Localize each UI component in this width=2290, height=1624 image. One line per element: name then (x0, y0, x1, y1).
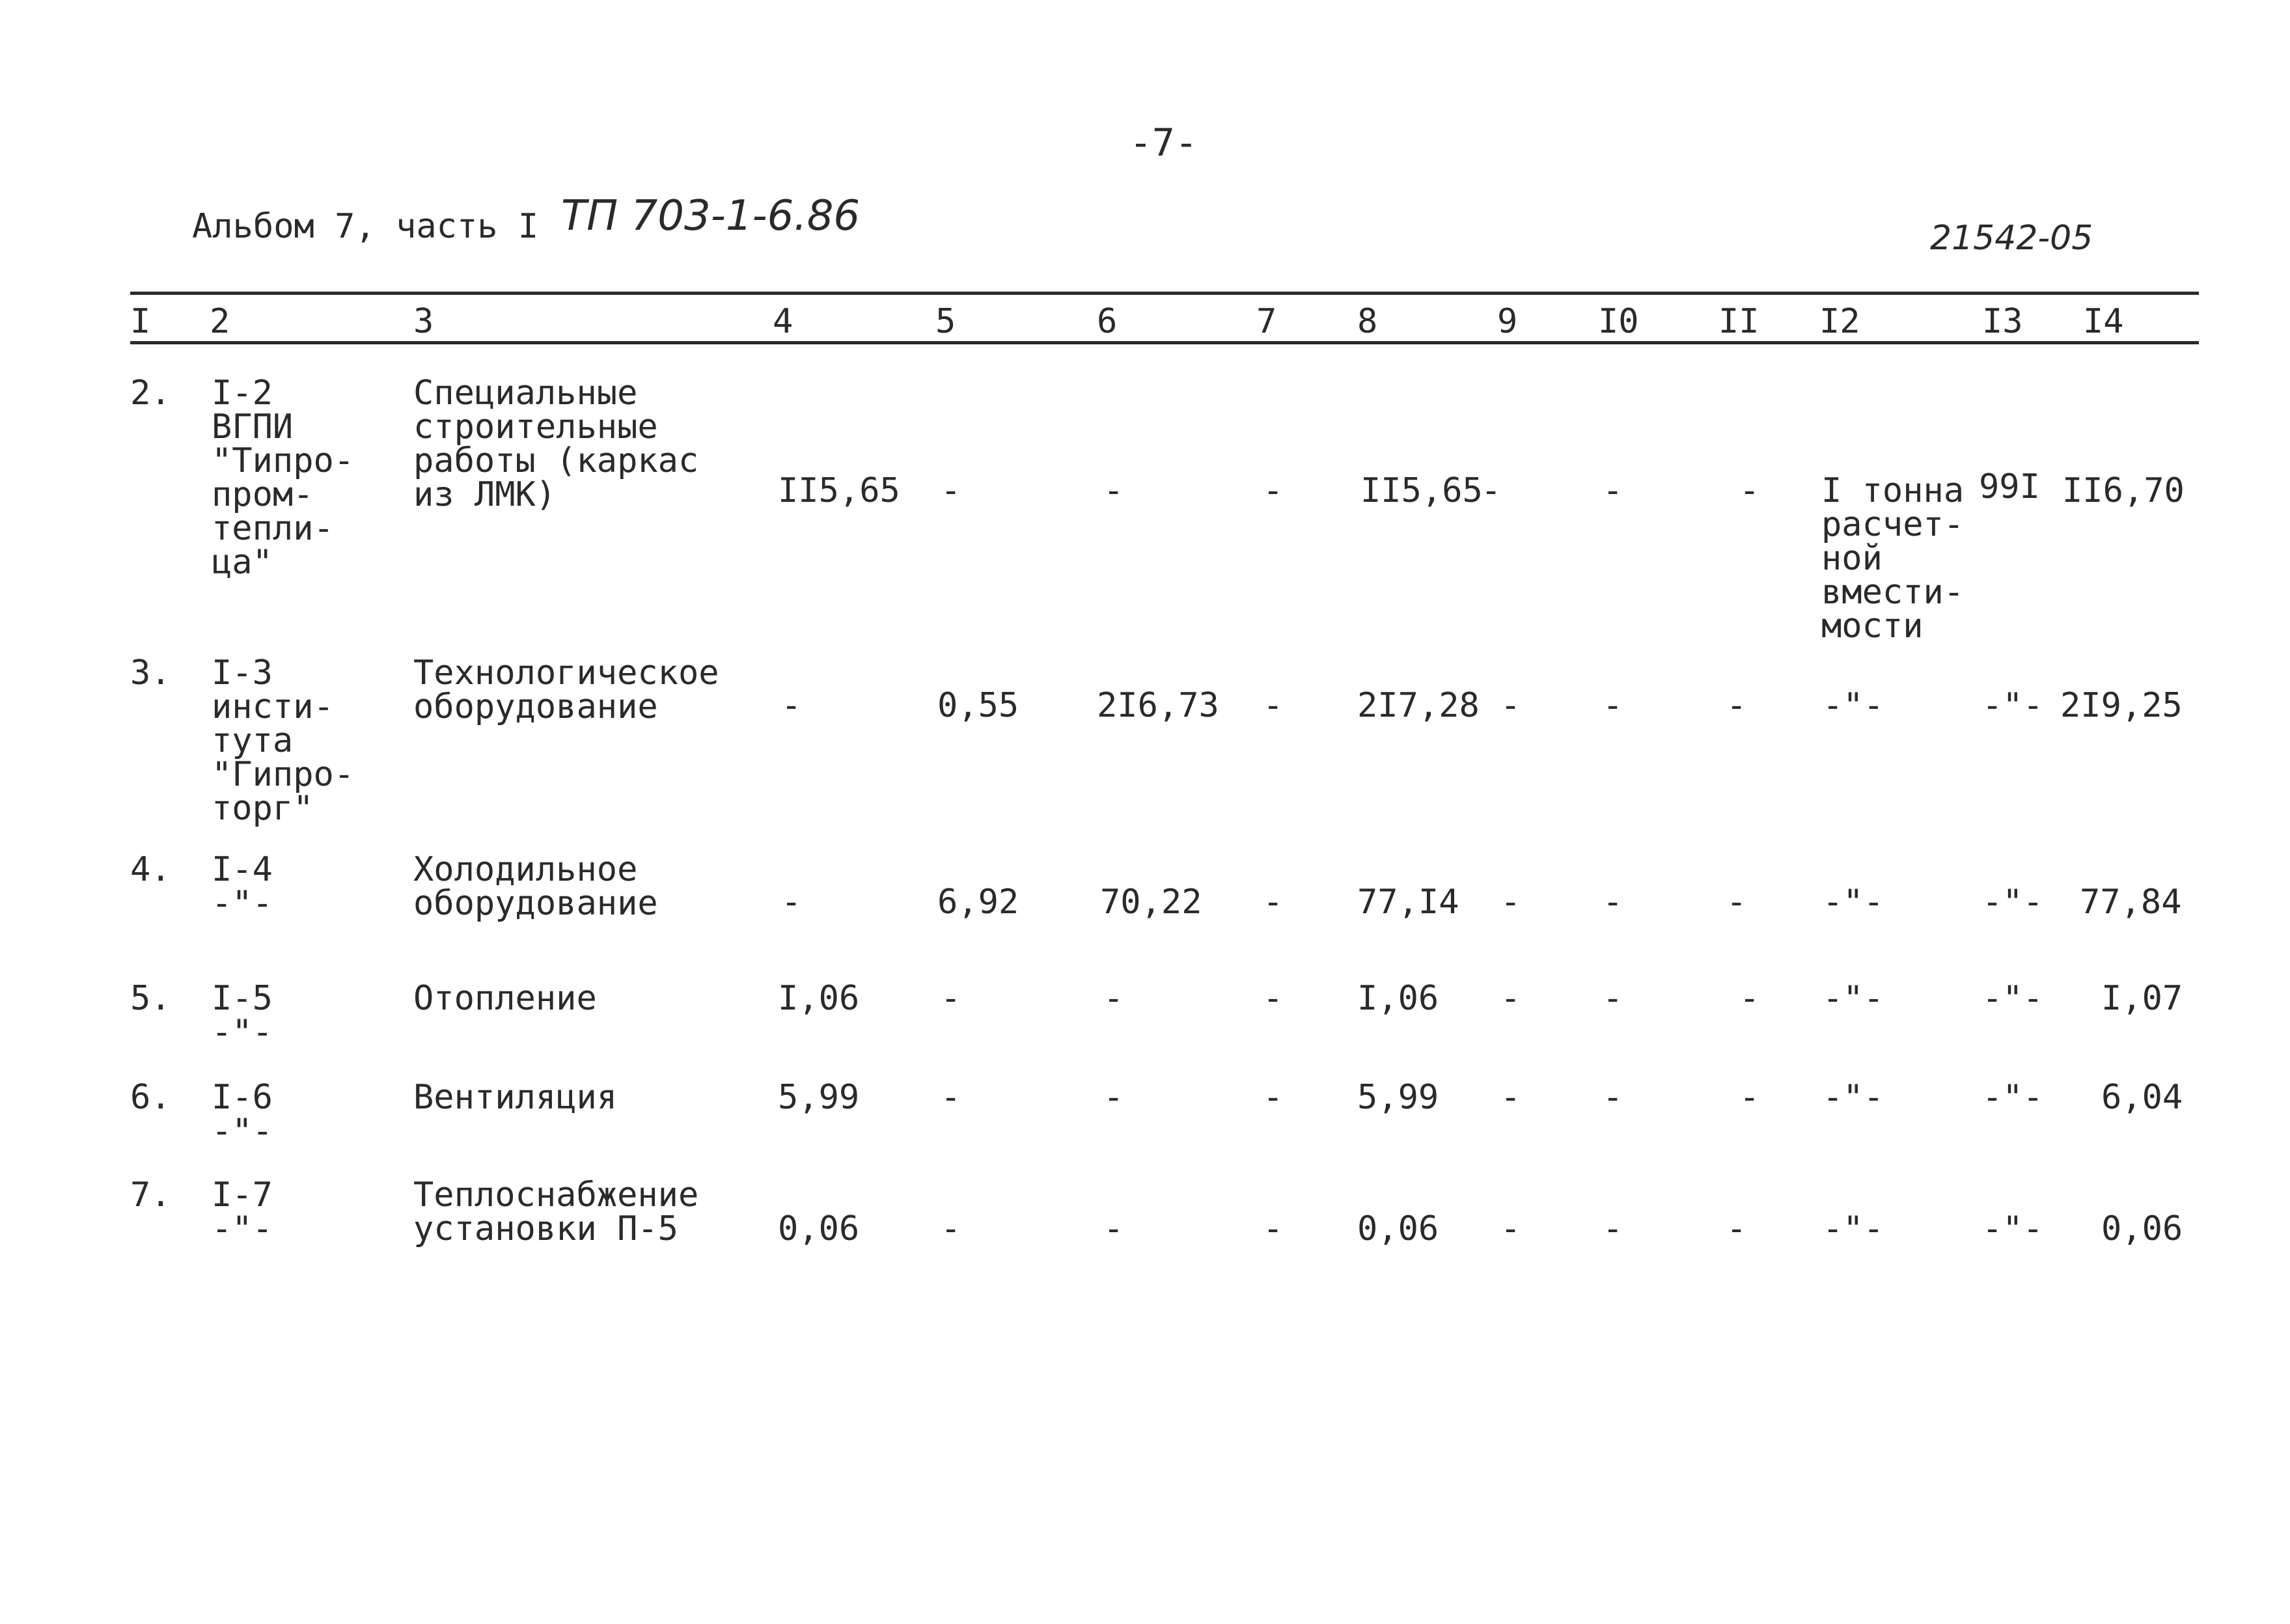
cell-col-13: -"- (1982, 1209, 2043, 1248)
cell-col-4: - (781, 686, 802, 725)
column-header-3: 3 (413, 302, 434, 341)
cell-col-8: 2I7,28 (1357, 686, 1480, 725)
cell-col-10: - (1603, 979, 1623, 1018)
cell-col-10: - (1603, 471, 1623, 510)
cell-col-5: - (941, 979, 961, 1018)
cell-col-6: 70,22 (1100, 883, 1202, 922)
column-header-13: I3 (1982, 302, 2023, 341)
column-header-10: I0 (1598, 302, 1639, 341)
cell-col-11: - (1739, 471, 1760, 510)
row-source: I-6 -"- (212, 1078, 273, 1151)
row-source: I-3 инсти- тута "Гипро- торг" (212, 654, 355, 828)
cell-col-6: - (1103, 1078, 1124, 1117)
column-header-12: I2 (1819, 302, 1860, 341)
cell-col-5: - (941, 1209, 961, 1248)
column-header-8: 8 (1357, 302, 1378, 341)
row-work-name: Специальные строительные работы (каркас из ЛМК) (413, 374, 699, 514)
cell-col-6: 2I6,73 (1097, 686, 1219, 725)
cell-col-4: I,06 (778, 979, 860, 1018)
cell-col-11: - (1739, 1078, 1760, 1117)
cell-col-9: - (1481, 471, 1502, 510)
cell-col-14: 0,06 (2101, 1209, 2183, 1248)
column-header-5: 5 (935, 302, 956, 341)
cell-col-10: - (1603, 686, 1623, 725)
cell-col-14: 77,84 (2080, 883, 2182, 922)
stamp-number: 21542-05 (1930, 219, 2093, 258)
column-header-14: I4 (2083, 302, 2124, 341)
cell-col-14: 2I9,25 (2060, 686, 2183, 725)
cell-col-4: - (781, 883, 802, 922)
cell-col-9: - (1500, 1209, 1521, 1248)
cell-col-14: II6,70 (2062, 471, 2185, 510)
cell-col-6: - (1103, 1209, 1124, 1248)
column-header-1: I (130, 302, 151, 341)
cell-col-12: -"- (1823, 883, 1884, 922)
row-number: 6. (130, 1078, 171, 1117)
row-number: 4. (130, 850, 171, 889)
table-top-rule (130, 292, 2199, 295)
row-work-name: Теплоснабжение установки П-5 (413, 1176, 699, 1248)
cell-col-11: - (1739, 979, 1760, 1018)
cell-col-14: 6,04 (2101, 1078, 2183, 1117)
column-header-7: 7 (1256, 302, 1277, 341)
cell-col-9: - (1500, 883, 1521, 922)
column-header-9: 9 (1497, 302, 1518, 341)
cell-col-8: 0,06 (1357, 1209, 1439, 1248)
page-number: -7- (1129, 120, 1198, 165)
cell-col-7: - (1263, 1209, 1284, 1248)
cell-col-5: - (941, 1078, 961, 1117)
cell-col-13: -"- (1982, 979, 2043, 1018)
row-number: 7. (130, 1176, 171, 1215)
row-source: I-5 -"- (212, 979, 273, 1052)
row-work-name: Холодильное оборудование (413, 850, 658, 923)
cell-col-6: - (1103, 979, 1124, 1018)
cell-col-4: 0,06 (778, 1209, 860, 1248)
cell-col-12: -"- (1823, 686, 1884, 725)
row-work-name: Технологическое оборудование (413, 654, 719, 726)
cell-col-12: -"- (1823, 979, 1884, 1018)
row-number: 2. (130, 374, 171, 413)
cell-col-13: 99I (1979, 467, 2040, 506)
cell-col-11: - (1726, 1209, 1747, 1248)
cell-col-6: - (1103, 471, 1124, 510)
row-work-name: Отопление (413, 979, 597, 1018)
cell-col-8: I,06 (1357, 979, 1439, 1018)
cell-col-8: II5,65 (1360, 471, 1483, 510)
cell-col-7: - (1263, 471, 1284, 510)
cell-col-7: - (1263, 686, 1284, 725)
cell-col-10: - (1603, 883, 1623, 922)
cell-col-4: 5,99 (778, 1078, 860, 1117)
column-header-6: 6 (1097, 302, 1118, 341)
cell-col-7: - (1263, 883, 1284, 922)
cell-col-11: - (1726, 883, 1747, 922)
cell-col-7: - (1263, 979, 1284, 1018)
cell-col-13: -"- (1982, 883, 2043, 922)
cell-col-10: - (1603, 1078, 1623, 1117)
cell-col-5: 6,92 (937, 883, 1019, 922)
cell-col-10: - (1603, 1209, 1623, 1248)
row-source: I-7 -"- (212, 1176, 273, 1248)
cell-col-11: - (1726, 686, 1747, 725)
column-header-2: 2 (210, 302, 230, 341)
cell-col-12: -"- (1823, 1209, 1884, 1248)
cell-col-13: -"- (1982, 1078, 2043, 1117)
cell-col-5: 0,55 (937, 686, 1019, 725)
row-number: 3. (130, 654, 171, 693)
cell-col-12: -"- (1823, 1078, 1884, 1117)
cell-col-4: II5,65 (778, 471, 900, 510)
row-source: I-4 -"- (212, 850, 273, 923)
cell-col-13: -"- (1982, 686, 2043, 725)
cell-col-7: - (1263, 1078, 1284, 1117)
column-header-4: 4 (773, 302, 793, 341)
album-line: Альбом 7, часть I (192, 207, 539, 246)
row-number: 5. (130, 979, 171, 1018)
cell-col-9: - (1500, 1078, 1521, 1117)
row-source: I-2 ВГПИ "Типро- пром- тепли- ца" (212, 374, 355, 582)
cell-col-8: 5,99 (1357, 1078, 1439, 1117)
cell-col-8: 77,I4 (1357, 883, 1459, 922)
cell-col-5: - (941, 471, 961, 510)
cell-col-9: - (1500, 686, 1521, 725)
header-bottom-rule (130, 341, 2199, 344)
column-header-11: II (1718, 302, 1759, 341)
project-code: ТП 703-1-6.86 (561, 192, 861, 240)
cell-col-9: - (1500, 979, 1521, 1018)
cell-col-12: I тонна расчет- ной вмести- мости (1821, 471, 1965, 646)
cell-col-14: I,07 (2101, 979, 2183, 1018)
row-work-name: Вентиляция (413, 1078, 618, 1117)
